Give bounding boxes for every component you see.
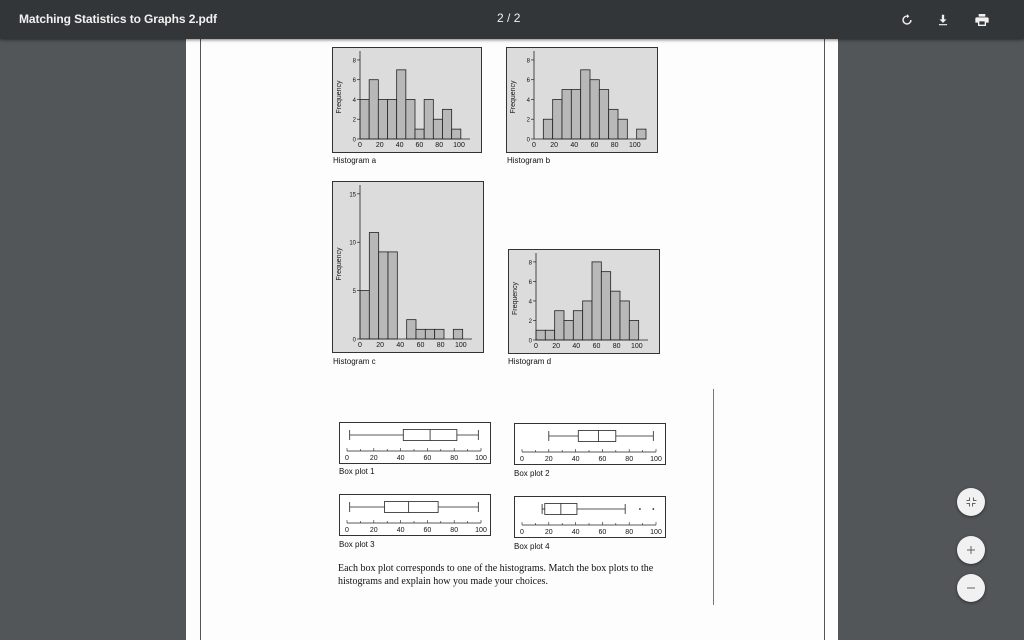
x-tick-label: 0 (520, 456, 524, 463)
histogram-bar (369, 80, 378, 139)
y-tick-label: 15 (349, 192, 356, 199)
histogram-bar (629, 320, 638, 340)
download-button[interactable] (932, 9, 954, 31)
rotate-icon (900, 13, 914, 27)
histogram-bar (369, 233, 378, 339)
x-tick-label: 80 (450, 455, 459, 462)
y-axis-label: Frequency (512, 281, 519, 316)
zoom-out-button[interactable] (957, 574, 985, 602)
histogram-bar (435, 329, 444, 339)
x-tick-label: 100 (475, 527, 487, 534)
scan-border-left (200, 39, 201, 640)
x-tick-label: 100 (630, 343, 643, 350)
document-title: Matching Statistics to Graphs 2.pdf (19, 12, 217, 26)
y-tick-label: 2 (526, 117, 530, 124)
zoom-in-button[interactable] (957, 536, 985, 564)
box-plot-frame (515, 497, 666, 538)
histogram-bar (562, 90, 571, 139)
x-tick-label: 100 (475, 455, 487, 462)
histogram-bar (571, 90, 580, 139)
x-tick-label: 40 (571, 456, 580, 463)
histogram-bar (611, 291, 620, 340)
y-tick-label: 4 (528, 299, 532, 306)
y-tick-label: 8 (528, 260, 532, 267)
histogram-bar (425, 329, 434, 339)
histogram-a-caption: Histogram a (333, 156, 377, 165)
x-tick-label: 40 (570, 142, 579, 149)
x-tick-label: 0 (358, 142, 362, 149)
histogram-bar (637, 129, 646, 139)
histogram-bar (564, 320, 573, 340)
histogram-bar (592, 262, 601, 340)
x-tick-label: 40 (396, 527, 405, 534)
x-tick-label: 80 (625, 456, 634, 463)
y-tick-label: 8 (352, 58, 356, 65)
x-tick-label: 0 (358, 342, 362, 349)
histogram-bar (443, 109, 452, 139)
x-tick-label: 100 (650, 456, 662, 463)
box-plot-1-caption: Box plot 1 (339, 467, 375, 476)
pdf-page (186, 39, 838, 640)
histogram-bar (388, 252, 397, 339)
page-separator: / (507, 11, 511, 25)
x-tick-label: 0 (534, 343, 538, 350)
box-plot-2-chart (514, 423, 666, 465)
box-plot-4-chart (514, 496, 666, 538)
histogram-bar (379, 252, 388, 339)
x-tick-label: 20 (544, 456, 553, 463)
x-tick-label: 100 (628, 142, 641, 149)
x-tick-label: 40 (396, 455, 405, 462)
histogram-bar (416, 329, 425, 339)
page-indicator (497, 11, 520, 25)
box-plot-frame (515, 424, 666, 465)
x-tick-label: 80 (612, 343, 621, 350)
y-tick-label: 0 (528, 338, 532, 345)
histogram-bar (452, 129, 461, 139)
x-tick-label: 20 (376, 342, 385, 349)
y-tick-label: 0 (526, 137, 530, 144)
x-tick-label: 20 (375, 142, 384, 149)
y-tick-label: 5 (352, 289, 356, 296)
histogram-c-chart (332, 181, 484, 353)
histogram-bar (543, 119, 552, 139)
zoom-out-icon (965, 582, 977, 594)
histogram-bar (407, 320, 416, 339)
histogram-bar (599, 90, 608, 139)
scan-border-right (824, 39, 825, 640)
y-tick-label: 0 (352, 137, 356, 144)
histogram-bar (378, 99, 387, 139)
download-icon (936, 13, 950, 27)
x-tick-label: 20 (552, 343, 561, 350)
x-tick-label: 0 (345, 527, 349, 534)
box-plot-2-caption: Box plot 2 (514, 469, 550, 478)
box-plot-4-caption: Box plot 4 (514, 542, 550, 551)
histogram-bar (397, 70, 406, 139)
histogram-bar (424, 99, 433, 139)
histogram-bar (360, 99, 369, 139)
x-tick-label: 20 (369, 527, 378, 534)
y-tick-label: 4 (352, 97, 356, 104)
x-tick-label: 60 (416, 342, 425, 349)
zoom-in-icon (965, 544, 977, 556)
x-tick-label: 20 (369, 455, 378, 462)
histogram-bar (433, 119, 442, 139)
print-icon (974, 12, 990, 28)
x-tick-label: 20 (550, 142, 559, 149)
fit-page-icon (965, 496, 977, 508)
y-tick-label: 2 (352, 117, 356, 124)
box-iqr (385, 502, 439, 513)
histogram-bar (573, 311, 582, 340)
histogram-bar (590, 80, 599, 139)
histogram-bar (583, 301, 592, 340)
histogram-c-caption: Histogram c (333, 357, 376, 366)
y-tick-label: 2 (528, 318, 532, 325)
histogram-bar (555, 311, 564, 340)
histogram-bar (620, 301, 629, 340)
y-axis-label: Frequency (510, 80, 517, 114)
histogram-b-chart (506, 47, 658, 153)
x-tick-label: 80 (450, 527, 459, 534)
y-axis-label: Frequency (336, 80, 343, 114)
x-tick-label: 60 (590, 142, 599, 149)
x-tick-label: 80 (435, 142, 444, 149)
box-plot-3-chart (339, 494, 491, 536)
histogram-a-chart (332, 47, 482, 153)
histogram-bar (360, 291, 369, 339)
scan-mark (713, 389, 714, 605)
x-tick-label: 60 (598, 529, 607, 536)
y-axis-label: Frequency (336, 247, 343, 281)
x-tick-label: 80 (610, 142, 619, 149)
fit-to-page-button[interactable] (957, 488, 985, 516)
histogram-bar (581, 70, 590, 139)
histogram-bar (536, 330, 545, 340)
histogram-bar (406, 99, 415, 139)
x-tick-label: 0 (532, 142, 536, 149)
histogram-b-caption: Histogram b (507, 156, 551, 165)
histogram-bar (609, 109, 618, 139)
pdf-toolbar (0, 0, 1024, 39)
x-tick-label: 80 (436, 342, 445, 349)
histogram-bar (453, 329, 462, 339)
x-tick-label: 100 (650, 529, 662, 536)
histogram-bar (618, 119, 627, 139)
print-button[interactable] (971, 9, 993, 31)
x-tick-label: 60 (598, 456, 607, 463)
y-tick-label: 4 (526, 97, 530, 104)
total-pages: 2 (513, 11, 521, 25)
instructions-text: Each box plot corresponds to one of the histograms. Match the box plots to the histograms and explain how you made your choices. (338, 563, 654, 587)
x-tick-label: 60 (415, 142, 424, 149)
histogram-bar (388, 99, 397, 139)
box-iqr (578, 431, 616, 442)
x-tick-label: 40 (572, 343, 581, 350)
y-tick-label: 8 (526, 58, 530, 65)
outlier-point (652, 508, 654, 510)
box-plot-frame (340, 423, 491, 464)
histogram-d-chart (508, 249, 660, 354)
x-tick-label: 0 (345, 455, 349, 462)
y-tick-label: 6 (352, 78, 356, 85)
histogram-bar (415, 129, 424, 139)
histogram-bar (545, 330, 554, 340)
x-tick-label: 40 (571, 529, 580, 536)
histogram-bar (553, 99, 562, 139)
x-tick-label: 40 (396, 342, 405, 349)
x-tick-label: 40 (395, 142, 404, 149)
current-page[interactable]: 2 (497, 11, 504, 25)
x-tick-label: 20 (544, 529, 553, 536)
x-tick-label: 100 (453, 142, 465, 149)
box-plot-1-chart (339, 422, 491, 464)
y-tick-label: 6 (528, 279, 532, 286)
y-tick-label: 0 (352, 337, 356, 344)
outlier-point (639, 508, 641, 510)
x-tick-label: 80 (625, 529, 634, 536)
histogram-d-caption: Histogram d (508, 357, 552, 366)
y-tick-label: 10 (349, 240, 356, 247)
histogram-bar (601, 272, 610, 340)
box-plot-3-caption: Box plot 3 (339, 540, 375, 549)
x-tick-label: 60 (423, 455, 432, 462)
y-tick-label: 6 (526, 78, 530, 85)
x-tick-label: 60 (592, 343, 601, 350)
x-tick-label: 100 (454, 342, 467, 349)
rotate-button[interactable] (896, 9, 918, 31)
x-tick-label: 0 (520, 529, 524, 536)
x-tick-label: 60 (423, 527, 432, 534)
box-plot-frame (340, 495, 491, 536)
